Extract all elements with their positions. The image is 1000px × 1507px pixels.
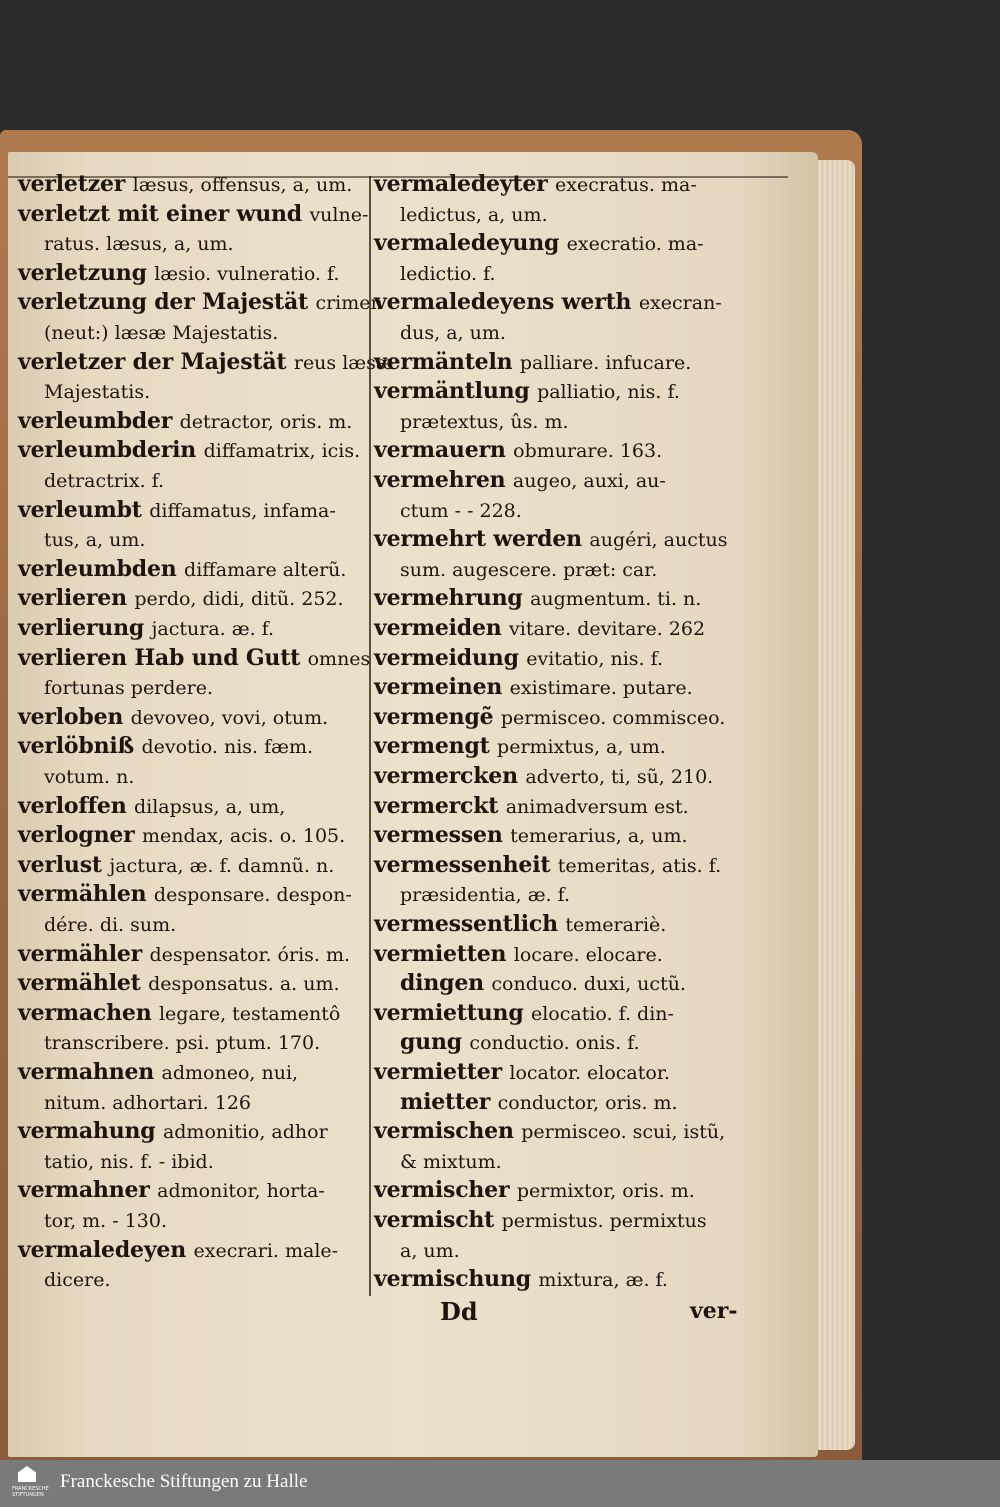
dictionary-line [18,969,340,998]
dictionary-line [400,1236,460,1265]
headword: vermischen [374,1118,522,1145]
dictionary-line [18,496,336,525]
dictionary-line [400,259,496,288]
headword: verletzt mit einer wund [18,200,310,227]
headword: vermauern [374,437,514,464]
dictionary-line [18,200,368,229]
dictionary-line [18,703,328,732]
headword: vermietten [374,940,514,967]
dictionary-line [18,1176,325,1205]
latin-gloss: fortunas perdere. [44,677,214,700]
latin-gloss: permisceo. commisceo. [500,706,726,729]
dictionary-line [18,584,344,613]
latin-gloss: nitum. adhortari. 126 [44,1091,251,1114]
headword: verlogner [18,822,143,849]
headword: vermahnen [18,1059,162,1085]
dictionary-line [374,525,727,554]
dictionary-line [374,170,697,199]
dictionary-line [18,259,339,288]
latin-gloss: admonitor, horta- [157,1180,325,1203]
headword: verlieren [18,585,135,612]
headword: vermaledeyung [374,230,567,257]
headword: vermählet [18,970,149,997]
headword: vermessentlich [374,911,566,937]
latin-gloss: conduco. duxi, uctũ. [491,973,686,996]
latin-gloss: ctum - - 228. [400,499,522,522]
headword: verlieren Hab und Gutt [18,644,308,671]
latin-gloss: dére. di. sum. [44,914,177,936]
headword: verleumbt [18,496,150,523]
dictionary-line [374,436,662,465]
latin-gloss: devotio. nis. fæm. [141,736,314,759]
headword: vermischung [374,1266,539,1293]
dictionary-line [18,555,346,584]
dictionary-line [44,525,145,554]
dictionary-line [374,377,680,406]
dictionary-line [374,703,725,732]
dictionary-line [18,851,334,880]
latin-gloss: evitatio, nis. f. [526,647,664,670]
latin-gloss: temerarius, a, um. [510,825,688,848]
headword: verlierung [18,615,152,641]
footer-bar [0,1460,1000,1507]
logo-text: FRANCKESCHE STIFTUNGEN [12,1486,49,1498]
headword: vermengt [374,733,498,760]
dictionary-line [18,614,274,643]
latin-gloss: dilapsus, a, um, [133,795,286,818]
dictionary-line [374,614,705,643]
dictionary-line [400,200,548,229]
headword: vermänteln [374,348,520,375]
dictionary-line [400,318,506,347]
latin-gloss: tor, m. - 130. [44,1210,168,1232]
latin-gloss: augmentum. ti. n. [530,588,702,611]
dictionary-line [400,407,569,436]
headword: vermerckt [374,792,506,819]
dictionary-line [44,1088,251,1117]
latin-gloss: læsus, offensus, a, um. [132,174,353,196]
headword: verlust [18,851,110,878]
dictionary-line [18,288,383,317]
latin-gloss: crimen [315,292,383,315]
latin-gloss: admonitio, adhor [162,1121,328,1144]
headword: gung [400,1029,470,1056]
latin-gloss: admoneo, nui, [161,1062,299,1084]
latin-gloss: desponsatus. a. um. [148,973,340,996]
headword: vermaledeyens werth [374,289,639,316]
dictionary-line [44,466,164,495]
dictionary-line [18,821,345,850]
latin-gloss: desponsare. despon- [153,884,352,907]
latin-gloss: perdo, didi, ditũ. 252. [134,588,344,611]
dictionary-line [400,1147,502,1176]
latin-gloss: devoveo, vovi, otum. [130,706,329,729]
latin-gloss: augéri, auctus [589,529,728,552]
latin-gloss: ledictio. f. [400,262,496,285]
latin-gloss: Majestatis. [44,381,151,404]
headword: vermahung [18,1118,163,1145]
headword: vermehren [374,467,513,493]
dictionary-line [374,348,691,377]
headword: verloben [18,703,131,730]
headword: vermessenheit [374,851,558,878]
dictionary-line [374,999,674,1028]
latin-gloss: detractrix. f. [44,470,165,492]
latin-gloss: sum. augescere. præt: car. [400,558,658,581]
latin-gloss: existimare. putare. [509,677,693,700]
headword: vermeinen [374,674,510,701]
latin-gloss: execratio. ma- [566,233,704,256]
latin-gloss: permixtor, oris. m. [516,1180,695,1203]
headword: vermehrt werden [374,526,590,553]
latin-gloss: mixtura, æ. f. [538,1269,668,1292]
dictionary-line [18,170,352,199]
headword: verletzung der Majestät [18,289,316,316]
latin-gloss: legare, testamentô [158,1002,341,1025]
headword: vermahner [18,1177,158,1204]
latin-gloss: (neut:) læsæ Majestatis. [44,322,279,344]
latin-gloss: & mixtum. [400,1150,502,1173]
dictionary-line [374,940,663,969]
dictionary-line [18,732,313,761]
latin-gloss: augeo, auxi, au- [512,470,666,492]
dictionary-line [374,910,666,939]
latin-gloss: elocatio. f. din- [530,1002,674,1025]
latin-gloss: jactura, æ. f. damnũ. n. [109,854,335,877]
dictionary-line [374,673,693,702]
headword: vermaledeyen [18,1236,194,1263]
dictionary-line [18,348,394,377]
headword: vermischt [374,1207,502,1233]
headword: vermehrung [374,585,531,612]
dictionary-line [374,584,701,613]
dictionary-line [44,1206,167,1235]
latin-gloss: dicere. [44,1269,111,1292]
dictionary-line [44,377,150,406]
latin-gloss: execrari. male- [193,1239,339,1262]
latin-gloss: adverto, ti, sũ, 210. [525,766,714,788]
dictionary-line [18,880,352,909]
latin-gloss: jactura. æ. f. [151,618,275,640]
dictionary-line [44,1028,320,1057]
dictionary-line [374,1117,725,1146]
headword: verleumbder [18,407,180,434]
dictionary-line [374,851,721,880]
headword: verletzung [18,259,155,286]
dictionary-line [18,1058,298,1087]
latin-gloss: locator. elocator. [509,1062,670,1084]
dictionary-line [400,555,657,584]
latin-gloss: palliatio, nis. f. [537,381,680,404]
dictionary-line [374,732,666,761]
latin-gloss: transcribere. psi. ptum. 170. [44,1032,321,1055]
latin-gloss: despensator. óris. m. [149,943,351,966]
latin-gloss: conductio. onis. f. [469,1032,640,1055]
latin-gloss: locare. elocare. [513,943,663,966]
latin-gloss: ledictus, a, um. [400,203,548,226]
dictionary-line [18,1117,328,1146]
dictionary-line [374,1265,668,1294]
dictionary-line [44,229,234,258]
headword: verletzer [18,171,133,197]
dictionary-line [18,407,352,436]
latin-gloss: a, um. [400,1239,460,1262]
footer-caption: Franckesche Stiftungen zu Halle [60,1471,308,1492]
dictionary-line [18,436,360,465]
dictionary-line [374,288,722,317]
dictionary-line [18,1236,338,1265]
headword: vermäntlung [374,378,538,405]
dictionary-line [374,466,666,495]
headword: vermischer [374,1177,517,1204]
headword: vermietter [374,1059,510,1085]
latin-gloss: obmurare. 163. [513,440,663,463]
dictionary-line [374,229,704,258]
headword: vermiettung [374,999,531,1026]
latin-gloss: læsio. vulneratio. f. [154,262,340,285]
latin-gloss: execran- [638,292,722,315]
institution-logo-icon [12,1466,49,1500]
dictionary-line [44,1147,214,1176]
latin-gloss: votum. n. [44,766,135,788]
latin-gloss: palliare. infucare. [519,351,692,374]
headword: verletzer der Majestät [18,348,294,375]
dictionary-line [400,880,570,909]
dictionary-line [374,792,689,821]
headword: dingen [400,970,492,997]
dictionary-line [400,969,686,998]
latin-gloss: vulne- [309,203,369,226]
latin-gloss: permistus. permixtus [501,1210,707,1232]
dictionary-line [400,1028,640,1057]
latin-gloss: prætextus, ûs. m. [400,410,569,433]
headword: verloffen [18,792,134,819]
latin-gloss: animadversum est. [505,795,689,818]
dictionary-line [18,792,285,821]
headword: vermeiden [374,615,510,641]
dictionary-line [18,999,340,1028]
headword: vermessen [374,822,511,849]
headword: vermachen [18,999,159,1026]
dictionary-line [374,821,688,850]
latin-gloss: præsidentia, æ. f. [400,884,571,907]
latin-gloss: dus, a, um. [400,322,506,344]
dictionary-line [400,1088,678,1117]
headword: vermercken [374,763,526,789]
dictionary-line [18,644,370,673]
latin-gloss: reus læsæ [293,351,394,374]
dictionary-line [44,762,134,791]
latin-gloss: omnes [307,647,371,670]
dictionary-line [400,496,522,525]
dictionary-line [374,1176,695,1205]
headword: vermengẽ [374,703,501,730]
latin-gloss: conductor, oris. m. [497,1091,678,1114]
latin-gloss: ratus. læsus, a, um. [44,233,234,256]
latin-gloss: mendax, acis. o. 105. [142,825,346,848]
dictionary-line [374,762,713,791]
dictionary-line [374,644,663,673]
column-divider [369,176,371,1296]
latin-gloss: vitare. devitare. 262 [509,618,706,640]
headword: mietter [400,1088,498,1115]
headword: vermähler [18,940,150,967]
headword: verleumbderin [18,437,204,464]
latin-gloss: diffamare alterũ. [184,558,347,581]
catchword: ver- [690,1298,738,1324]
headword: verlöbniß [18,733,142,760]
dictionary-line [44,673,213,702]
latin-gloss: tatio, nis. f. - ibid. [44,1150,214,1173]
headword: verleumbden [18,555,185,582]
dictionary-line [44,318,278,347]
latin-gloss: tus, a, um. [44,529,146,552]
headword: vermeidung [374,644,527,671]
dictionary-line [374,1206,707,1235]
dictionary-line [44,910,176,939]
dictionary-line [374,1058,670,1087]
latin-gloss: diffamatus, infama- [149,499,336,522]
latin-gloss: temerariè. [565,914,667,936]
latin-gloss: diffamatrix, icis. [203,440,361,463]
latin-gloss: permisceo. scui, istũ, [521,1121,726,1144]
dictionary-line [18,940,350,969]
latin-gloss: permixtus, a, um. [497,736,666,759]
headword: vermaledeyter [374,171,556,197]
dictionary-line [44,1265,111,1294]
latin-gloss: detractor, oris. m. [179,410,353,433]
latin-gloss: execratus. ma- [555,174,697,196]
latin-gloss: temeritas, atis. f. [557,854,722,877]
headword: vermählen [18,881,154,908]
signature-mark: Dd [440,1297,478,1326]
